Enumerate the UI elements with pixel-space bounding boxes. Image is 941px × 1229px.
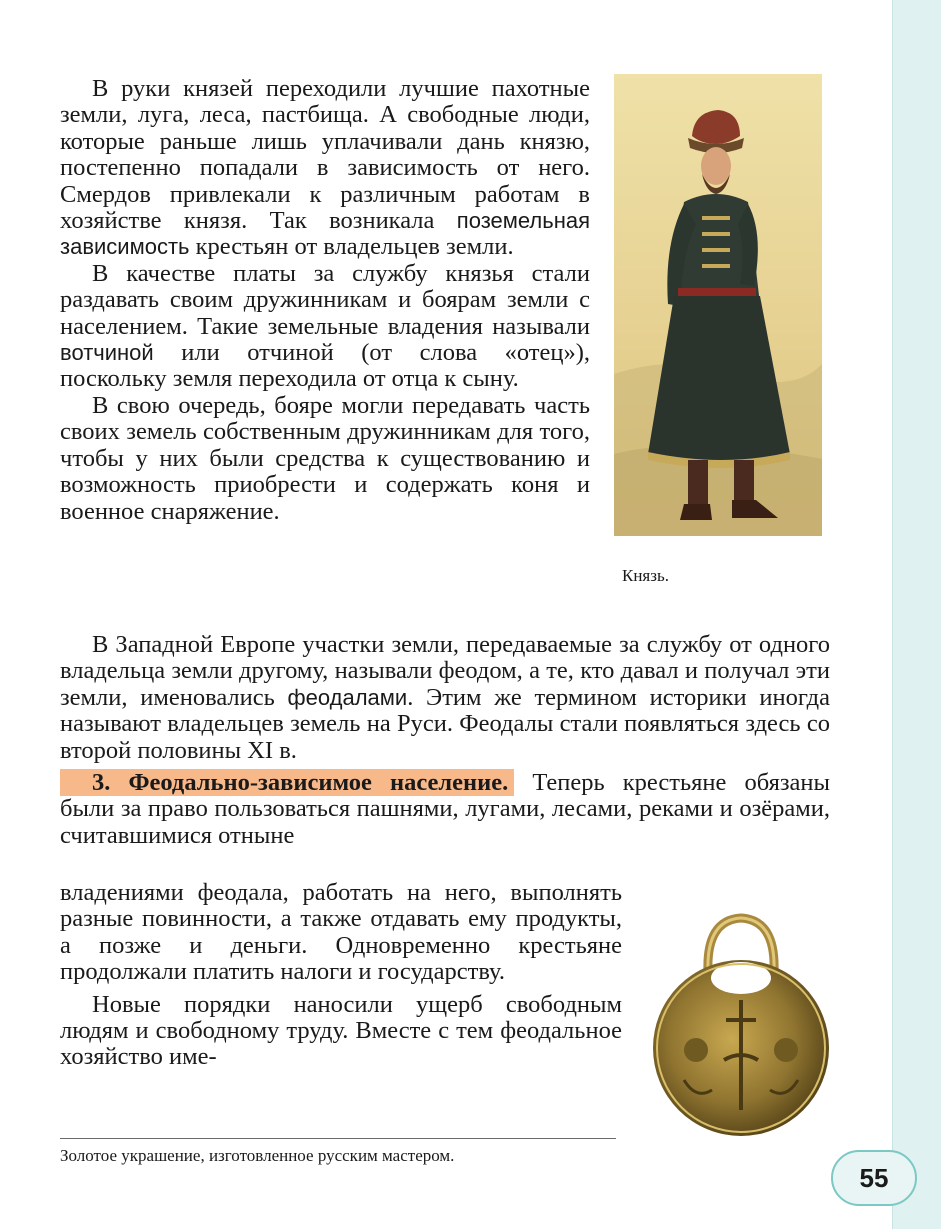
- paragraph-5-start: 3. Феодально-зависимое население. Теперь крестьяне обязаны были за право пользоваться пашнями, лугами, лесами, реками и озёрами, считавшимися отныне: [60, 769, 830, 849]
- page-number: 55: [859, 1162, 889, 1193]
- prince-figure-icon: [614, 74, 822, 536]
- term-feudals: феодалами: [287, 684, 408, 710]
- prince-illustration: [614, 74, 822, 536]
- page-margin-strip: [892, 0, 941, 1229]
- term-land-dependence: поземельная зависимость: [60, 208, 590, 260]
- upper-text-column: [60, 76, 590, 525]
- paragraph-2: В качестве платы за службу князья стали раздавать своим дружинникам и боярам земли с населением. Такие земельные владения называли вотчиной или отчиной (от слова «отец»), поскольку земля переходила от отца к сыну.: [60, 259, 590, 393]
- gold-ornament-icon: [646, 910, 836, 1136]
- paragraph-3: В свою очередь, бояре могли передавать часть своих земель собственным дружинникам для того, чтобы у них были средства к существованию и возможность приобрести и содержать коня и военное снаряжение.: [60, 391, 590, 525]
- page-number-badge: [831, 1150, 917, 1206]
- section-heading: 3. Феодально-зависимое население.: [60, 769, 514, 796]
- paragraph-1: В руки князей переходили лучшие пахотные земли, луга, леса, пастбища. А свободные люди, которые раньше лишь уплачивали дань князю, постепенно попадали в зависимость от него. Смердов привлекали к различным работам в хозяйстве князя. Так возникала поземельная зависимость крестьян от владельцев земли.: [60, 75, 590, 261]
- paragraph-5-rest: владениями феодала, работать на него, выполнять разные повинности, а также отдавать ему продукты, а позже и деньги. Одновременно крестьяне продолжали платить налоги и государству.: [60, 879, 622, 986]
- caption-rule: [60, 1138, 616, 1139]
- lower-text-column: [60, 880, 622, 1071]
- wide-text-block: [60, 632, 830, 849]
- paragraph-4: В Западной Европе участки земли, передаваемые за службу от одного владельца земли другому, называли феодом, а те, кто давал и получал эти земли, именовались феодалами. Этим же термином историки иногда называют владельцев земель на Руси. Феодалы стали появляться здесь со второй половины XI в.: [60, 631, 830, 764]
- ornament-caption: Золотое украшение, изготовленное русским мастером.: [60, 1146, 455, 1165]
- term-votchina: вотчиной: [60, 340, 154, 366]
- paragraph-6: Новые порядки наносили ущерб свободным людям и свободному труду. Вместе с тем феодальное хозяйство име-: [60, 990, 622, 1071]
- prince-caption: Князь.: [622, 566, 669, 585]
